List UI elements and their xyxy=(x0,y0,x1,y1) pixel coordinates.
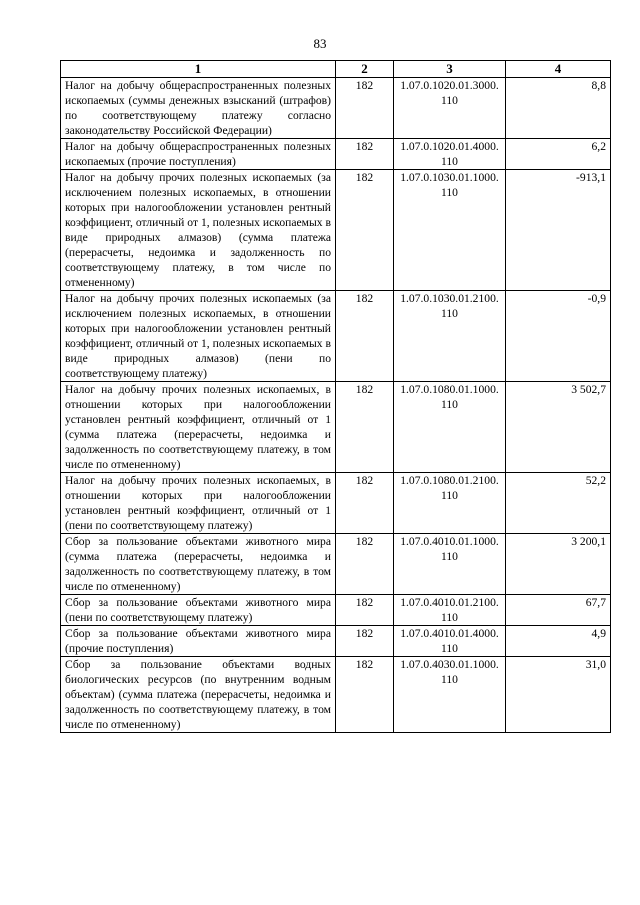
revenue-name: Сбор за пользование объектами водных биологических ресурсов (по внутренним водным объектам) (сумма платежа (перерасчеты, недоимка и задолженность по соответствующему платежу, в том числе по отмененному) xyxy=(61,657,336,733)
page-number: 83 xyxy=(313,36,327,51)
budget-classification-code: 1.07.0.4010.01.4000. 110 xyxy=(394,626,506,657)
amount: 52,2 xyxy=(506,473,611,534)
revenue-name: Налог на добычу прочих полезных ископаемых (за исключением полезных ископаемых, в отношении которых при налогообложении установлен рентный коэффициент, отличный от 1, полезных ископаемых в виде природных алмазов) (сумма платежа (перерасчеты, недоимка и задолженность по соответствующему платежу, в том числе по отмененному) xyxy=(61,170,336,291)
revenue-name: Налог на добычу прочих полезных ископаемых, в отношении которых при налогообложении установлен рентный коэффициент, отличный от 1 (сумма платежа (перерасчеты, недоимка и задолженность по соответствующему платежу, в том числе по отмененному) xyxy=(61,382,336,473)
revenue-name: Налог на добычу общераспространенных полезных ископаемых (прочие поступления) xyxy=(61,139,336,170)
budget-classification-code: 1.07.0.1080.01.2100. 110 xyxy=(394,473,506,534)
admin-code: 182 xyxy=(336,170,394,291)
amount: 6,2 xyxy=(506,139,611,170)
admin-code: 182 xyxy=(336,78,394,139)
amount: -0,9 xyxy=(506,291,611,382)
amount: 8,8 xyxy=(506,78,611,139)
table-header-row xyxy=(61,61,611,78)
amount: 31,0 xyxy=(506,657,611,733)
admin-code: 182 xyxy=(336,473,394,534)
budget-classification-code: 1.07.0.1030.01.1000. 110 xyxy=(394,170,506,291)
table-row xyxy=(61,382,611,473)
admin-code: 182 xyxy=(336,382,394,473)
revenue-name: Сбор за пользование объектами животного мира (сумма платежа (перерасчеты, недоимка и задолженность по соответствующему платежу, в том числе по отмененному) xyxy=(61,534,336,595)
admin-code: 182 xyxy=(336,626,394,657)
table-row xyxy=(61,139,611,170)
table-row xyxy=(61,657,611,733)
revenue-name: Сбор за пользование объектами животного мира (прочие поступления) xyxy=(61,626,336,657)
table-row xyxy=(61,170,611,291)
amount: 67,7 xyxy=(506,595,611,626)
admin-code: 182 xyxy=(336,291,394,382)
amount: 3 502,7 xyxy=(506,382,611,473)
table-row xyxy=(61,534,611,595)
table-row xyxy=(61,595,611,626)
column-header-4: 4 xyxy=(506,61,611,78)
budget-classification-code: 1.07.0.1020.01.3000. 110 xyxy=(394,78,506,139)
revenue-name: Сбор за пользование объектами животного мира (пени по соответствующему платежу) xyxy=(61,595,336,626)
budget-classification-code: 1.07.0.4010.01.2100. 110 xyxy=(394,595,506,626)
amount: 4,9 xyxy=(506,626,611,657)
admin-code: 182 xyxy=(336,595,394,626)
table-row xyxy=(61,291,611,382)
column-header-2: 2 xyxy=(336,61,394,78)
admin-code: 182 xyxy=(336,657,394,733)
budget-classification-code: 1.07.0.4030.01.1000. 110 xyxy=(394,657,506,733)
admin-code: 182 xyxy=(336,534,394,595)
budget-classification-code: 1.07.0.1080.01.1000. 110 xyxy=(394,382,506,473)
revenue-name: Налог на добычу прочих полезных ископаемых, в отношении которых при налогообложении установлен рентный коэффициент, отличный от 1 (пени по соответствующему платежу) xyxy=(61,473,336,534)
amount: -913,1 xyxy=(506,170,611,291)
column-header-1: 1 xyxy=(61,61,336,78)
column-header-3: 3 xyxy=(394,61,506,78)
budget-classification-code: 1.07.0.1030.01.2100. 110 xyxy=(394,291,506,382)
revenue-name: Налог на добычу прочих полезных ископаемых (за исключением полезных ископаемых, в отношении которых при налогообложении установлен рентный коэффициент, отличный от 1, полезных ископаемых в виде природных алмазов) (пени по соответствующему платежу) xyxy=(61,291,336,382)
admin-code: 182 xyxy=(336,139,394,170)
amount: 3 200,1 xyxy=(506,534,611,595)
budget-classification-code: 1.07.0.1020.01.4000. 110 xyxy=(394,139,506,170)
table-row xyxy=(61,78,611,139)
revenue-name: Налог на добычу общераспространенных полезных ископаемых (суммы денежных взысканий (штрафов) по соответствующему платежу согласно законодательству Российской Федерации) xyxy=(61,78,336,139)
revenue-table xyxy=(60,60,611,733)
table-row xyxy=(61,473,611,534)
budget-classification-code: 1.07.0.4010.01.1000. 110 xyxy=(394,534,506,595)
table-row xyxy=(61,626,611,657)
